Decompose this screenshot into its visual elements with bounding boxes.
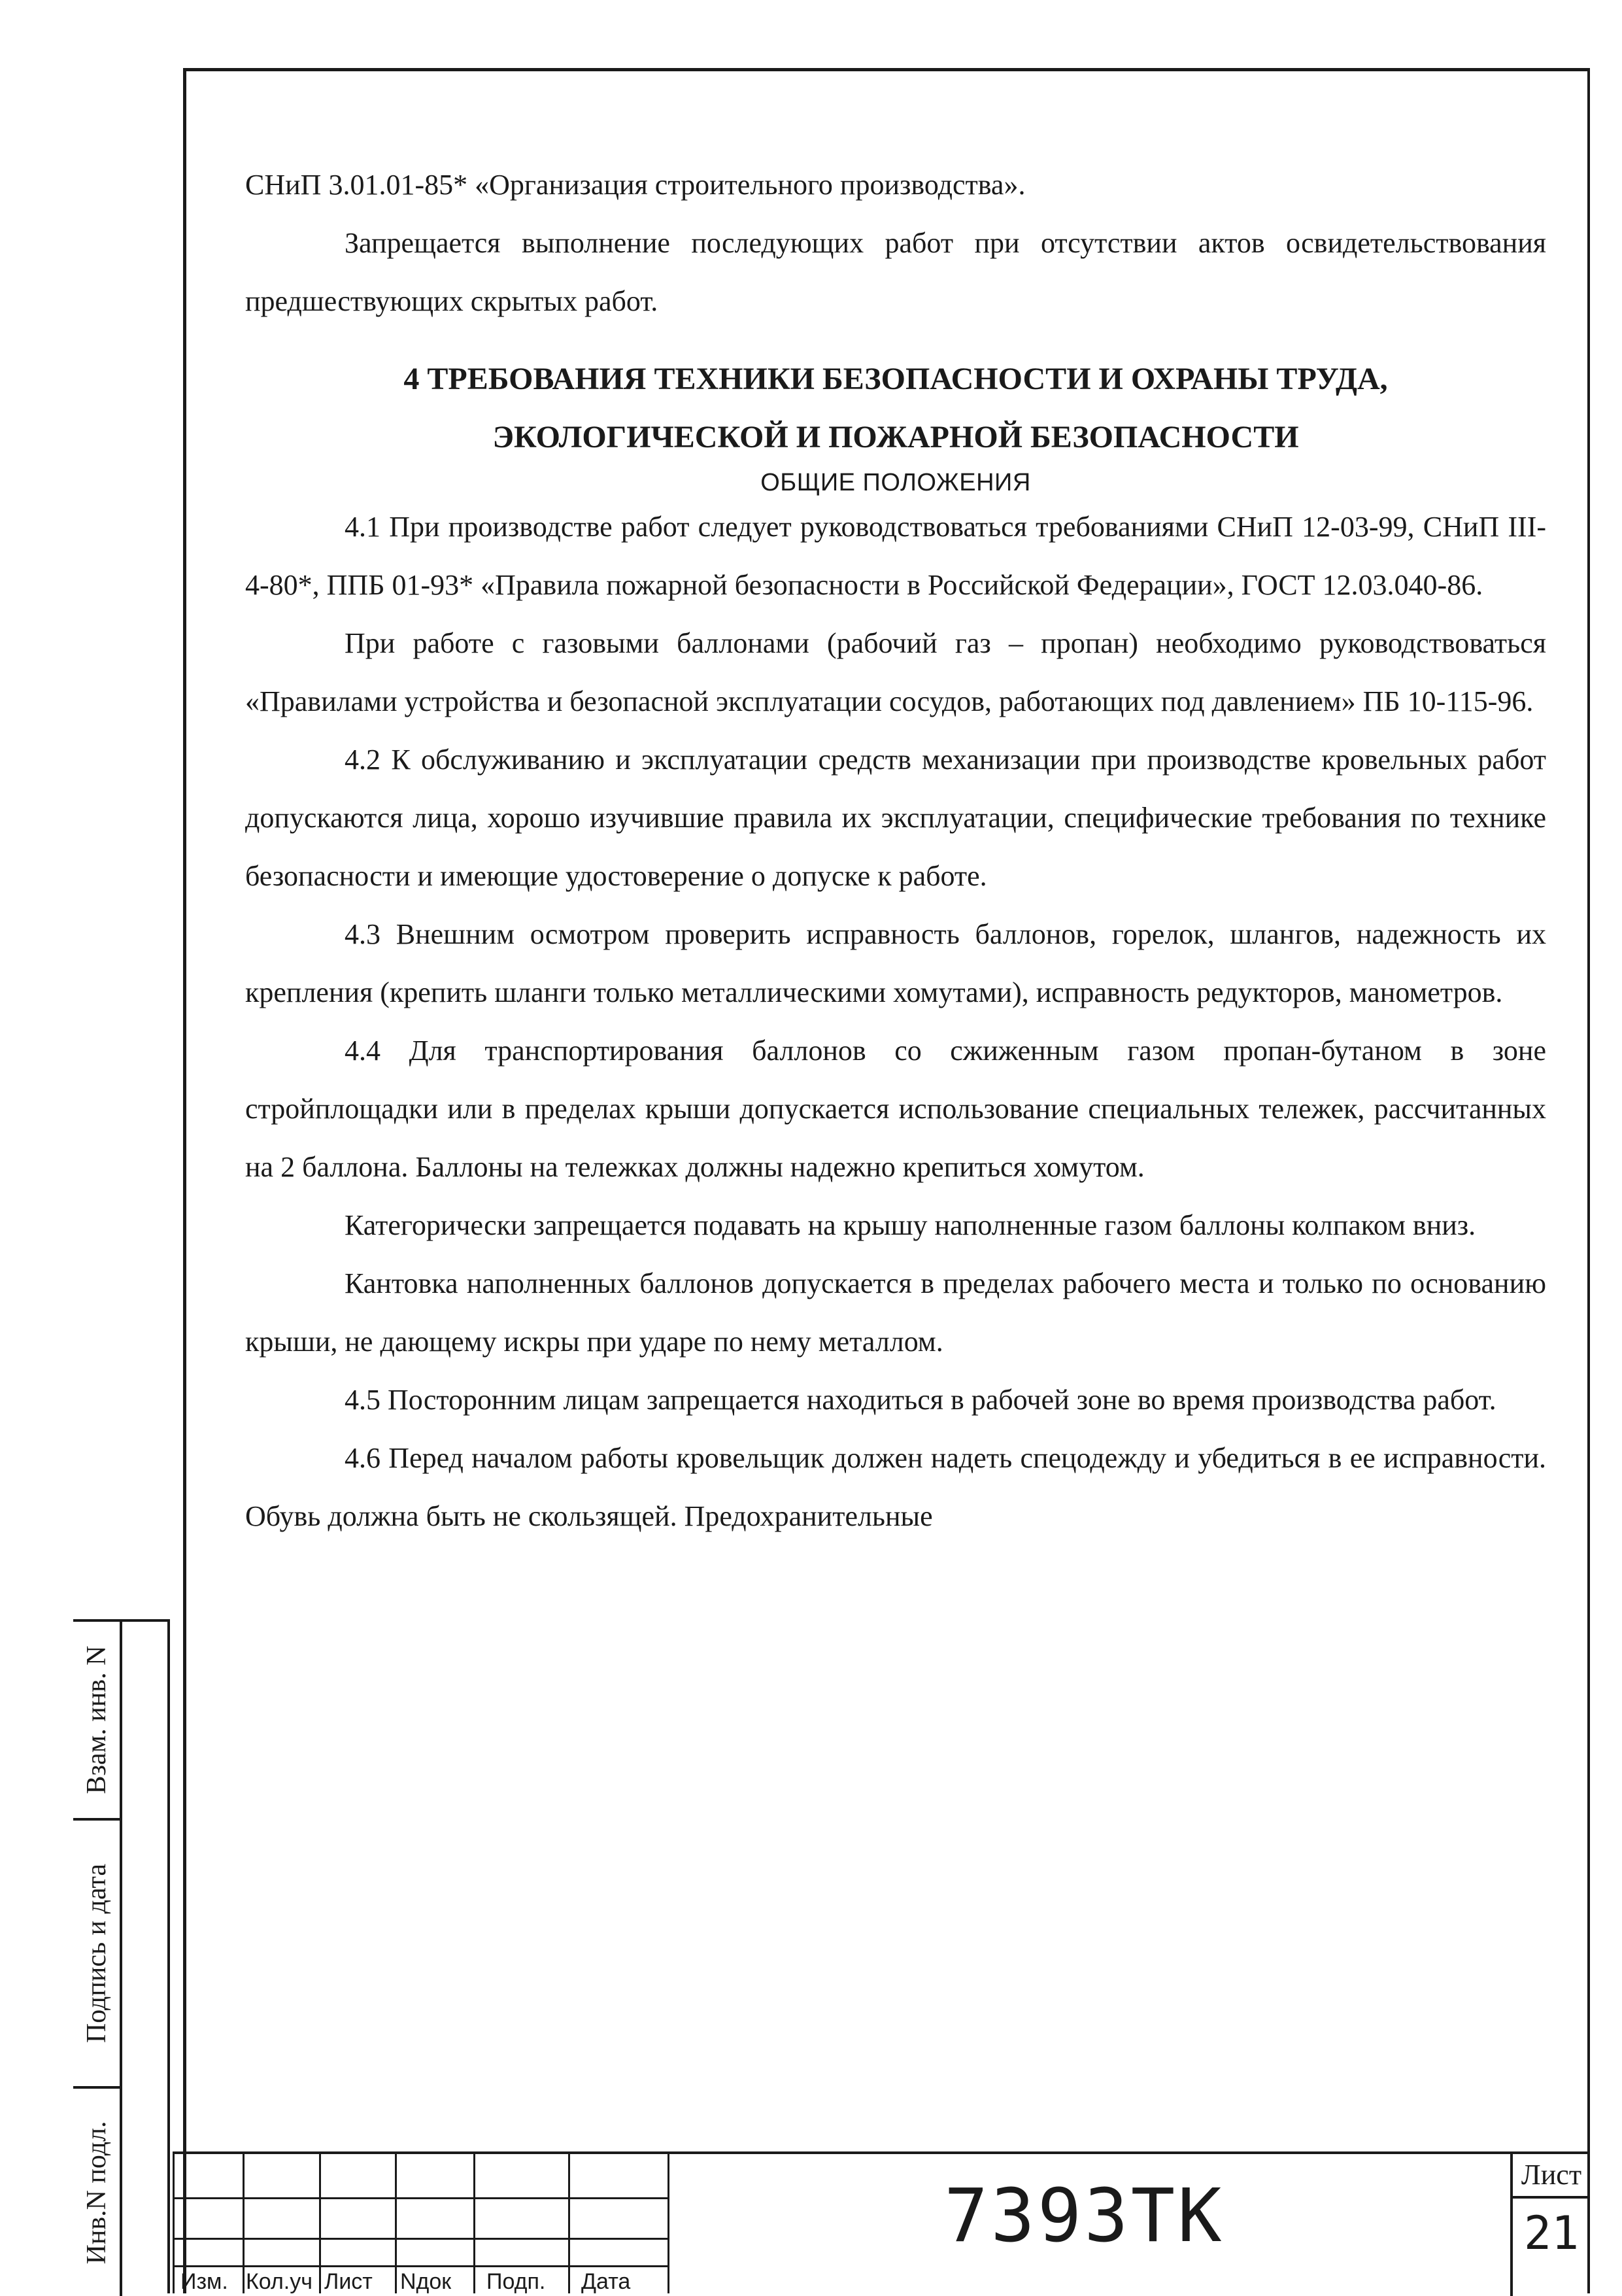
paragraph-hidden-works: Запрещается выполнение последующих работ при отсутствии актов освидетельствования предшествующих скрытых работ. [245, 227, 1546, 317]
col-izm: Изм. [180, 2269, 228, 2294]
section-heading-line-2: ЭКОЛОГИЧЕСКОЙ И ПОЖАРНОЙ БЕЗОПАСНОСТИ [492, 420, 1299, 454]
sheet-number: 21 [1523, 2206, 1580, 2260]
side-label-podpis: Подпись и дата [81, 1863, 112, 2044]
col-list: Лист [324, 2269, 373, 2294]
paragraph-4-4: 4.4 Для транспортирования баллонов со сжиженным газом пропан-бутаном в зоне стройплощадки или в пределах крыши допускается использование специальных тележек, рассчитанных на 2 баллона. Баллоны на тележках должны надежно крепиться хомутом. [245, 1035, 1546, 1183]
paragraph-4-1: 4.1 При производстве работ следует руководствоваться требованиями СНиП 12-03-99, СНиП III-4-80*, ППБ 01-93* «Правила пожарной безопасности в Российской Федерации», ГОСТ 12.03.040-86. [245, 511, 1546, 601]
side-label-vzam: Взам. инв. N [81, 1645, 112, 1794]
subsection-heading: ОБЩИЕ ПОЛОЖЕНИЯ [760, 469, 1031, 496]
paragraph-cylinder-tilting: Кантовка наполненных баллонов допускается в пределах рабочего места и только по основанию крыши, не дающему искры при ударе по нему металлом. [245, 1267, 1546, 1358]
side-cell-podpis [73, 1821, 122, 2089]
col-data: Дата [581, 2269, 631, 2294]
sheet-box [1510, 2154, 1590, 2296]
paragraph-4-2: 4.2 К обслуживанию и эксплуатации средств механизации при производстве кровельных работ допускаются лица, хорошо изучившие правила их эксплуатации, специфические требования по технике безопасности и имеющие удостоверение о допуске к работе. [245, 744, 1546, 892]
col-ndok: Nдок [400, 2269, 452, 2294]
paragraph-snip-reference: СНиП 3.01.01-85* «Организация строительного производства». [245, 169, 1026, 201]
document-body [245, 156, 1546, 1545]
sheet-label: Лист [1513, 2154, 1590, 2199]
col-podp: Подп. [486, 2269, 546, 2294]
section-heading-line-1: 4 ТРЕБОВАНИЯ ТЕХНИКИ БЕЗОПАСНОСТИ И ОХРАНЫ ТРУДА, [403, 362, 1388, 396]
side-stamp [73, 1619, 170, 2293]
paragraph-gas-cylinders: При работе с газовыми баллонами (рабочий газ – пропан) необходимо руководствоваться «Правилами устройства и безопасной эксплуатации сосудов, работающих под давлением» ПБ 10-115-96. [245, 627, 1546, 717]
paragraph-4-6: 4.6 Перед началом работы кровельщик должен надеть спецодежду и убедиться в ее исправности. Обувь должна быть не скользящей. Предохранительные [245, 1442, 1546, 1532]
side-cell-inv [73, 2089, 122, 2296]
revision-table [173, 2154, 669, 2293]
side-label-inv: Инв.N подл. [81, 2120, 112, 2265]
side-cell-vzam [73, 1622, 122, 1821]
title-block [173, 2151, 1590, 2293]
document-code: 7393ТК [944, 2174, 1225, 2259]
paragraph-4-3: 4.3 Внешним осмотром проверить исправность баллонов, горелок, шлангов, надежность их крепления (крепить шланги только металлическими хомутами), исправность редукторов, манометров. [245, 918, 1546, 1008]
paragraph-categorically: Категорически запрещается подавать на крышу наполненные газом баллоны колпаком вниз. [345, 1209, 1476, 1241]
col-kol: Кол.уч [246, 2269, 313, 2294]
paragraph-4-5: 4.5 Посторонним лицам запрещается находиться в рабочей зоне во время производства работ. [345, 1384, 1496, 1416]
